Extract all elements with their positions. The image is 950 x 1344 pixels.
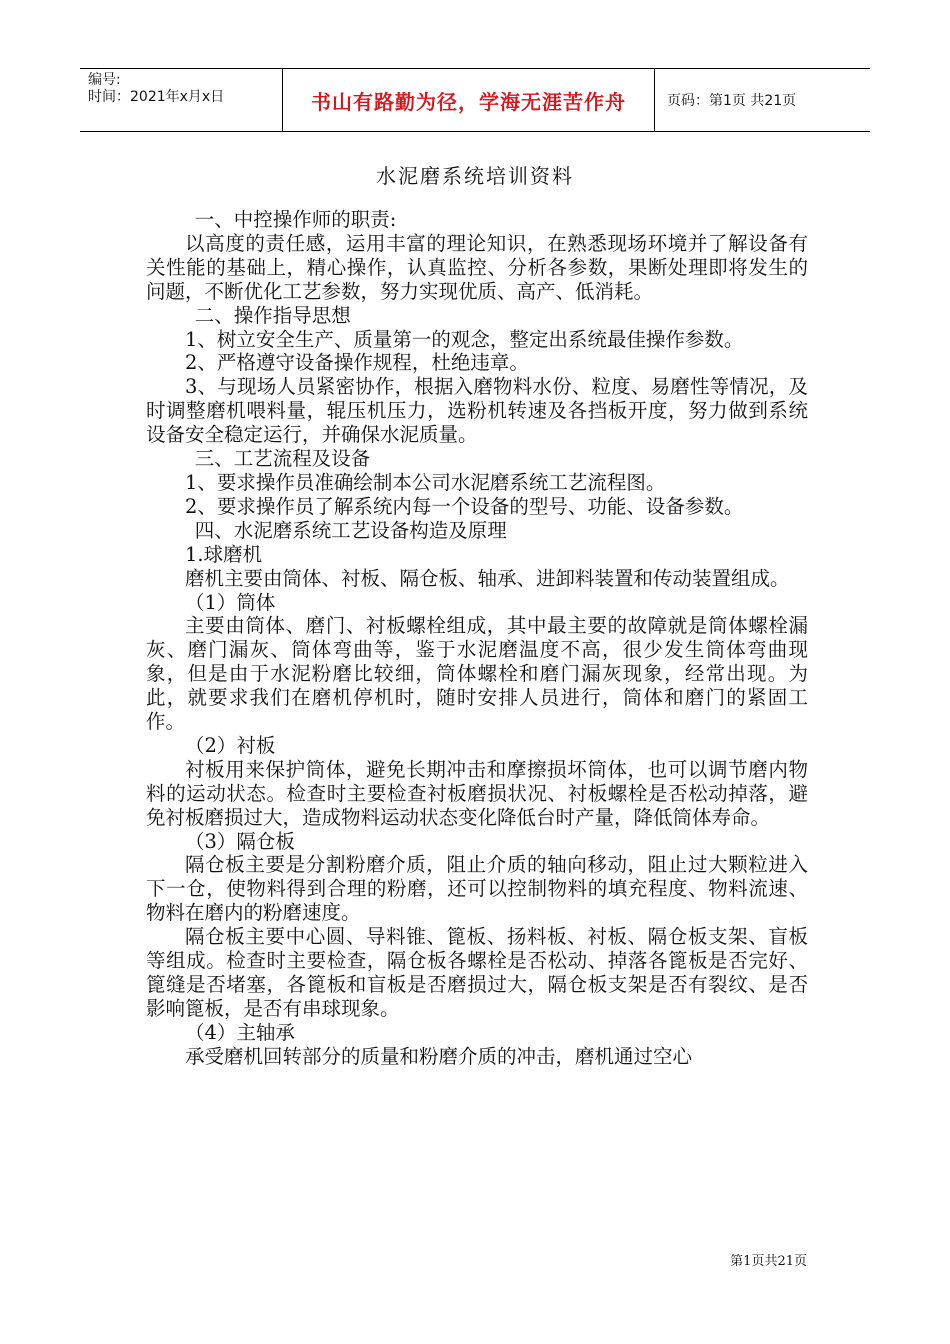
- paragraph: 2、严格遵守设备操作规程，杜绝违章。: [185, 351, 529, 375]
- paragraph: 主要由筒体、磨门、衬板螺栓组成，其中最主要的故障就是筒体螺栓漏灰、磨门漏灰、筒体弯曲等，鉴于水泥磨温度不高，很少发生筒体弯曲现象，但是由于水泥粉磨比较细，筒体螺栓和磨门漏灰现象，经常出现。为此，就要求我们在磨机停机时，随时安排人员进行，筒体和磨门的紧固工作。: [146, 614, 808, 734]
- paragraph: （4）主轴承: [185, 1020, 295, 1044]
- section-heading: 一、中控操作师的职责:: [194, 208, 397, 231]
- paragraph: 1、树立安全生产、质量第一的观念，整定出系统最佳操作参数。: [185, 327, 744, 351]
- paragraph: 1、要求操作员准确绘制本公司水泥磨系统工艺流程图。: [185, 470, 666, 494]
- paragraph: （2）衬板: [185, 733, 276, 757]
- paragraph: 隔仓板主要中心圆、导料锥、篦板、扬料板、衬板、隔仓板支架、盲板等组成。检查时主要检查，隔仓板各螺栓是否松动、掉落各篦板是否完好、篦缝是否堵塞，各篦板和盲板是否磨损过大，隔仓板支架是否有裂纹、是否影响篦板，是否有串球现象。: [146, 925, 808, 1020]
- section-heading: 二、操作指导思想: [194, 303, 351, 327]
- paragraph: 隔仓板主要是分割粉磨介质，阻止介质的轴向移动，阻止过大颗粒进入下一仓，使物料得到合理的粉磨，还可以控制物料的填充程度、物料流速、物料在磨内的粉磨速度。: [146, 853, 808, 925]
- paragraph: 承受磨机回转部分的质量和粉磨介质的冲击，磨机通过空心: [185, 1044, 693, 1068]
- document-number: 编号:: [88, 72, 121, 88]
- page-footer: 第1页共21页: [730, 1254, 807, 1269]
- document-body: [146, 208, 808, 1069]
- document-title: 水泥磨系统培训资料: [376, 164, 574, 188]
- header-motto: 书山有路勤为径，学海无涯苦作舟: [283, 69, 655, 131]
- paragraph: （1）筒体: [185, 590, 276, 614]
- paragraph: 1.球磨机: [185, 542, 263, 566]
- document-time: 时间：2021年x月x日: [88, 89, 225, 105]
- header-meta: [80, 69, 283, 131]
- paragraph: 以高度的责任感，运用丰富的理论知识，在熟悉现场环境并了解设备有关性能的基础上，精心操作，认真监控、分析各参数，果断处理即将发生的问题，不断优化工艺参数，努力实现优质、高产、低消耗。: [146, 231, 808, 303]
- paragraph: 2、要求操作员了解系统内每一个设备的型号、功能、设备参数。: [185, 494, 744, 518]
- section-heading: 三、工艺流程及设备: [194, 447, 371, 471]
- header-page-info: 页码：第1页 共21页: [667, 93, 797, 109]
- paragraph: （3）隔仓板: [185, 829, 295, 853]
- paragraph: 磨机主要由筒体、衬板、隔仓板、轴承、进卸料装置和传动装置组成。: [185, 566, 790, 590]
- page-header: [80, 68, 870, 132]
- paragraph: 衬板用来保护筒体，避免长期冲击和摩擦损坏筒体，也可以调节磨内物料的运动状态。检查时主要检查衬板磨损状况、衬板螺栓是否松动掉落，避免衬板磨损过大，造成物料运动状态变化降低台时产量，降低筒体寿命。: [146, 757, 808, 829]
- section-heading: 四、水泥磨系统工艺设备构造及原理: [194, 518, 507, 542]
- paragraph: 3、与现场人员紧密协作，根据入磨物料水份、粒度、易磨性等情况，及时调整磨机喂料量，辊压机压力，选粉机转速及各挡板开度，努力做到系统设备安全稳定运行，并确保水泥质量。: [146, 375, 808, 447]
